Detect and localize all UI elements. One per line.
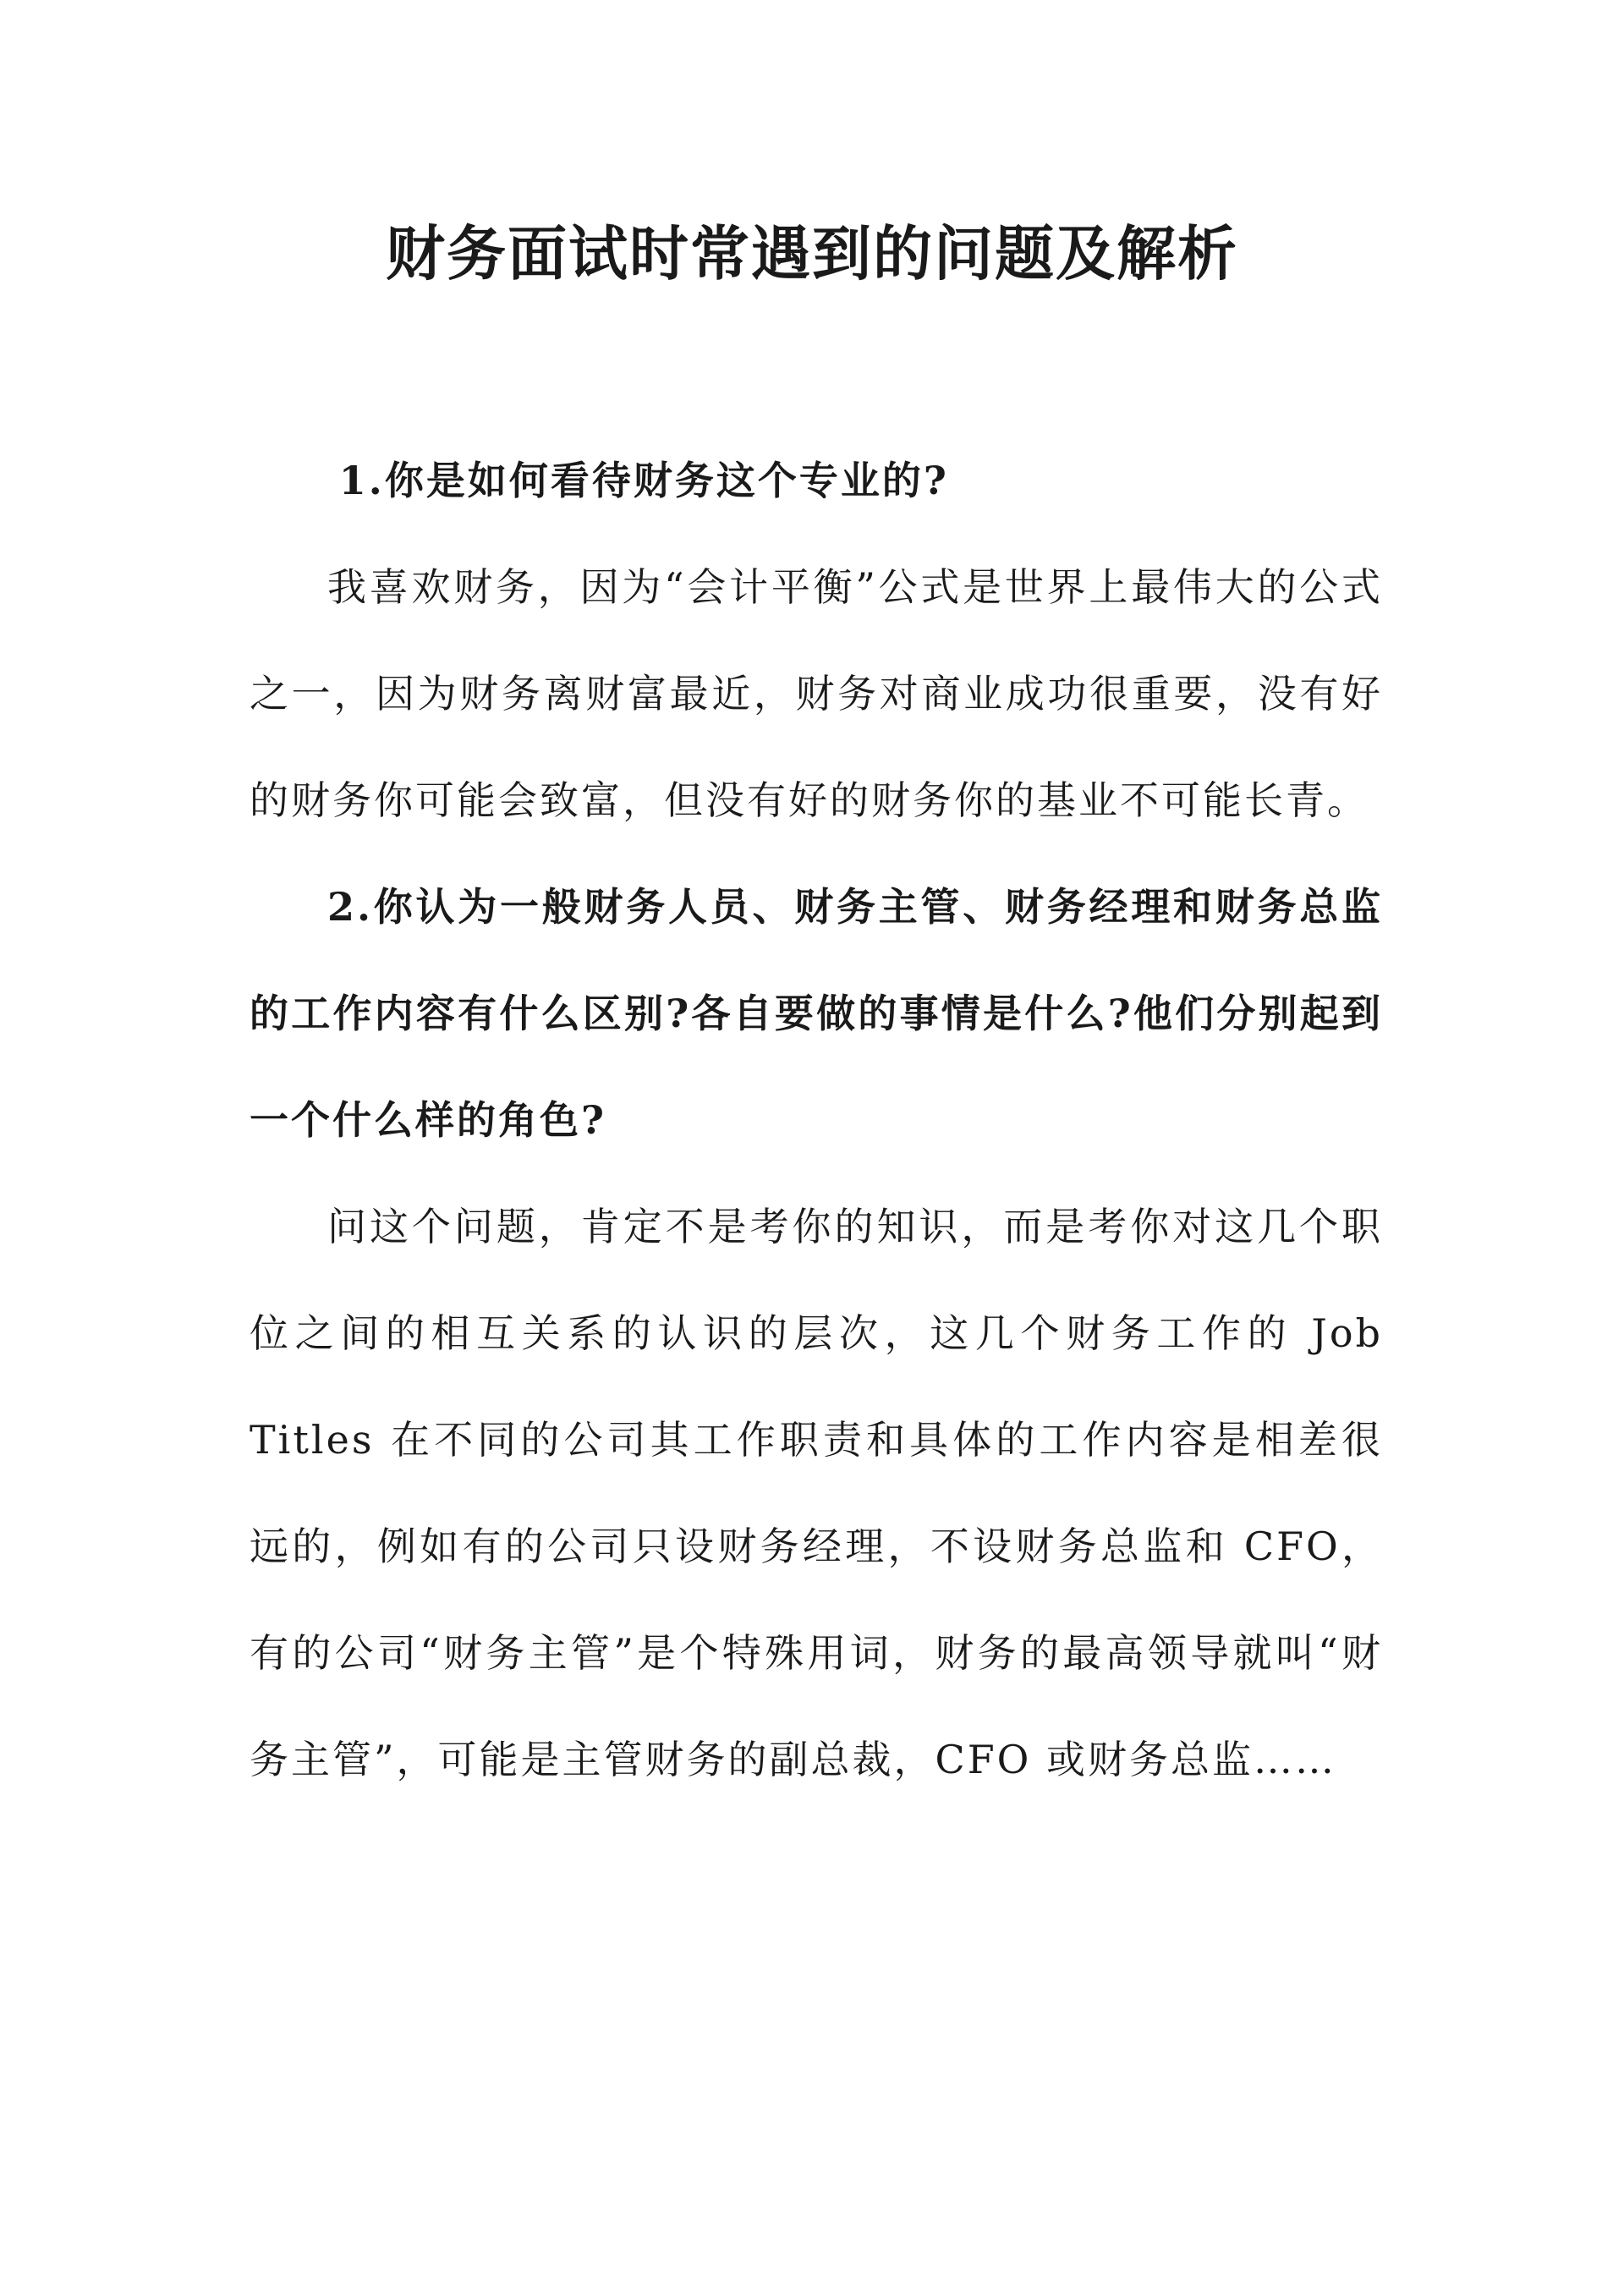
answer-1: 我喜欢财务，因为“会计平衡”公式是世界上最伟大的公式之一，因为财务离财富最近，财务对商业成功很重要，没有好的财务你可能会致富，但没有好的财务你的基业不可能长青。 [250, 564, 1383, 823]
answer-2: 问这个问题，肯定不是考你的知识，而是考你对这几个职位之间的相互关系的认识的层次，这几个财务工作的 Job Titles 在不同的公司其工作职责和具体的工作内容是相差很远的，例如有的公司只设财务经理，不设财务总监和 CFO，有的公司“财务主管”是个特殊用词，财务的最高领导就叫“财务主管”，可能是主管财务的副总裁，CFO 或财务总监…… [250, 1204, 1383, 1782]
document-title: 财务面试时常遇到的问题及解析 [386, 218, 1238, 288]
question-2: 2.你认为一般财务人员、财务主管、财务经理和财务总监的工作内容有什么区别?各自要做的事情是什么?他们分别起到一个什么样的角色? [250, 884, 1383, 1143]
question-1: 1.你是如何看待财务这个专业的? [338, 458, 949, 503]
document-body [250, 427, 1383, 1813]
